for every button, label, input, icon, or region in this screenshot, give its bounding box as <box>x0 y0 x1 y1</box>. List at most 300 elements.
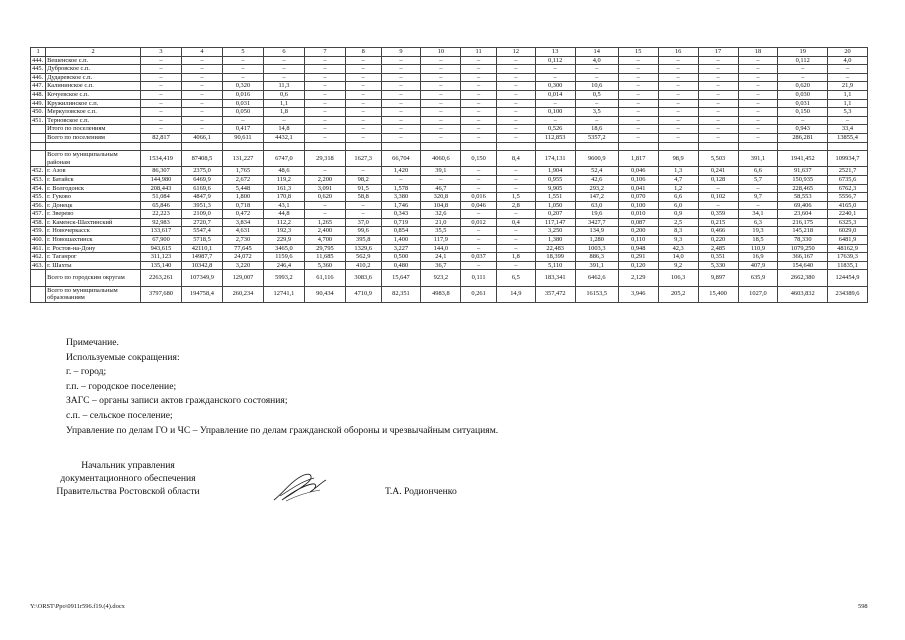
table-cell: 6029,0 <box>828 227 868 236</box>
table-cell: 87408,5 <box>181 151 222 167</box>
table-cell: 1,904 <box>535 167 575 176</box>
table-cell: 458. <box>31 218 46 227</box>
table-cell: – <box>461 90 497 99</box>
table-cell: г. Новочеркасск <box>46 227 141 236</box>
table-cell: – <box>263 116 304 125</box>
table-cell: – <box>738 133 778 142</box>
table-cell: 1,2 <box>658 184 698 193</box>
table-cell: 6469,9 <box>181 175 222 184</box>
table-cell: 0,620 <box>778 82 828 91</box>
table-cell: Дударевское с.п. <box>46 73 141 82</box>
table-cell: 46,7 <box>421 184 461 193</box>
table-cell: – <box>304 82 345 91</box>
table-cell: 194758,4 <box>181 286 222 302</box>
table-cell: 366,167 <box>778 253 828 262</box>
table-cell: 1,817 <box>618 151 658 167</box>
table-cell: – <box>181 65 222 74</box>
table-cell: 90,434 <box>304 286 345 302</box>
table-cell: 0,012 <box>461 218 497 227</box>
table-cell: 0,620 <box>304 193 345 202</box>
table-cell: 0,320 <box>222 82 263 91</box>
table-cell: 1,420 <box>381 167 421 176</box>
table-row <box>31 253 868 262</box>
table-cell: 1,1 <box>828 90 868 99</box>
table-cell: 0,050 <box>222 108 263 117</box>
table-cell: – <box>141 65 182 74</box>
table-cell: – <box>345 56 381 65</box>
table-cell <box>46 142 141 151</box>
table-cell: – <box>618 108 658 117</box>
table-cell: – <box>461 236 497 245</box>
table-cell: 9,2 <box>658 261 698 270</box>
table-cell: 357,472 <box>535 286 575 302</box>
table-cell: – <box>141 125 182 134</box>
table-cell: 5,110 <box>535 261 575 270</box>
table-cell: 1,8 <box>496 253 535 262</box>
table-cell: г. Донецк <box>46 201 141 210</box>
table-cell <box>535 142 575 151</box>
table-cell: 2521,7 <box>828 167 868 176</box>
table-row <box>31 151 868 167</box>
table-row <box>31 73 868 82</box>
table-cell: 0,110 <box>618 236 658 245</box>
table-cell: 0,854 <box>381 227 421 236</box>
table-cell: 10,6 <box>575 82 618 91</box>
table-cell: Калининское с.п. <box>46 82 141 91</box>
table-cell: 6325,3 <box>828 218 868 227</box>
table-cell: – <box>181 90 222 99</box>
table-cell: 260,234 <box>222 286 263 302</box>
table-cell: 145,218 <box>778 227 828 236</box>
table-row <box>31 133 868 142</box>
table-cell: 0,719 <box>381 218 421 227</box>
table-cell: 19,6 <box>575 210 618 219</box>
table-header-cell: 20 <box>828 48 868 57</box>
table-cell: 3,220 <box>222 261 263 270</box>
table-cell: 0,417 <box>222 125 263 134</box>
table-cell: 29,795 <box>304 244 345 253</box>
table-cell: – <box>575 99 618 108</box>
table-cell: 11,3 <box>263 82 304 91</box>
table-cell: 5357,2 <box>575 133 618 142</box>
table-cell: 3951,3 <box>181 201 222 210</box>
table-header-cell: 10 <box>421 48 461 57</box>
table-cell: 229,9 <box>263 236 304 245</box>
table-cell: 109934,7 <box>828 151 868 167</box>
table-cell: 391,1 <box>738 151 778 167</box>
table-row <box>31 167 868 176</box>
table-cell: – <box>618 82 658 91</box>
table-cell <box>698 142 738 151</box>
table-cell: 117,147 <box>535 218 575 227</box>
table-cell: 91,637 <box>778 167 828 176</box>
table-cell: – <box>496 167 535 176</box>
table-cell: 161,3 <box>263 184 304 193</box>
notes-line: г.п. – городское поселение; <box>66 380 177 392</box>
table-cell: 91,5 <box>345 184 381 193</box>
table-cell: 6,6 <box>658 193 698 202</box>
table-cell: – <box>461 125 497 134</box>
table-cell: – <box>738 99 778 108</box>
table-row <box>31 193 868 202</box>
table-cell: – <box>496 261 535 270</box>
table-cell: 0,6 <box>263 90 304 99</box>
table-cell: 98,2 <box>345 175 381 184</box>
table-cell: 21,0 <box>421 218 461 227</box>
table-cell: 22,483 <box>535 244 575 253</box>
table-cell: – <box>304 65 345 74</box>
table-cell: 131,227 <box>222 151 263 167</box>
table-cell: 445. <box>31 65 46 74</box>
table-cell: 3,5 <box>575 108 618 117</box>
table-cell: 82,817 <box>141 133 182 142</box>
table-cell: – <box>304 56 345 65</box>
table-cell: 14,0 <box>658 253 698 262</box>
table-cell: 1941,452 <box>778 151 828 167</box>
table-cell: 0,031 <box>778 99 828 108</box>
table-cell <box>181 142 222 151</box>
table-cell: – <box>618 116 658 125</box>
table-cell: 8,3 <box>658 227 698 236</box>
table-cell: 22,223 <box>141 210 182 219</box>
table-cell: – <box>421 133 461 142</box>
table-cell: 106,3 <box>658 270 698 286</box>
table-cell: – <box>698 82 738 91</box>
table-cell: – <box>345 201 381 210</box>
table-cell: – <box>828 73 868 82</box>
table-cell: 3,380 <box>381 193 421 202</box>
table-cell: – <box>618 65 658 74</box>
table-header-cell: 12 <box>496 48 535 57</box>
table-cell: 0,500 <box>381 253 421 262</box>
table-cell: 16,9 <box>738 253 778 262</box>
table-cell: 0,070 <box>618 193 658 202</box>
table-header-cell: 3 <box>141 48 182 57</box>
table-cell: – <box>381 56 421 65</box>
table-cell: 11835,1 <box>828 261 868 270</box>
table-cell: – <box>181 82 222 91</box>
table-cell <box>828 142 868 151</box>
table-cell: – <box>658 125 698 134</box>
table-cell: 144,980 <box>141 175 182 184</box>
table-cell: – <box>618 73 658 82</box>
table-cell: 286,281 <box>778 133 828 142</box>
table-cell: 16153,5 <box>575 286 618 302</box>
table-cell: – <box>461 133 497 142</box>
table-cell: 4983,8 <box>421 286 461 302</box>
table-cell: – <box>461 99 497 108</box>
table-cell: 35,5 <box>421 227 461 236</box>
table-cell: – <box>421 108 461 117</box>
table-cell: 2,200 <box>304 175 345 184</box>
table-cell <box>496 142 535 151</box>
table-cell: – <box>345 73 381 82</box>
table-row <box>31 125 868 134</box>
table-cell: – <box>421 73 461 82</box>
table-cell: 0,261 <box>461 286 497 302</box>
table-cell: 3,227 <box>381 244 421 253</box>
table-cell: 4060,6 <box>421 151 461 167</box>
table-cell: – <box>181 73 222 82</box>
table-cell: 5993,2 <box>263 270 304 286</box>
table-cell: 14,8 <box>263 125 304 134</box>
signature-title <box>44 460 212 498</box>
table-cell: 117,9 <box>421 236 461 245</box>
table-cell: – <box>828 116 868 125</box>
table-cell: 86,307 <box>141 167 182 176</box>
table-cell: – <box>658 73 698 82</box>
table-cell: – <box>738 116 778 125</box>
table-cell: 2263,261 <box>141 270 182 286</box>
table-cell: 2109,0 <box>181 210 222 219</box>
table-cell <box>778 142 828 151</box>
table-cell: – <box>141 99 182 108</box>
table-cell: 18,399 <box>535 253 575 262</box>
table-cell: – <box>304 167 345 176</box>
table-cell: 0,4 <box>496 218 535 227</box>
table-cell: 0,100 <box>618 201 658 210</box>
table-cell: – <box>421 99 461 108</box>
table-cell: – <box>381 73 421 82</box>
table-cell: 154,640 <box>778 261 828 270</box>
table-cell: 0,014 <box>535 90 575 99</box>
table-row <box>31 201 868 210</box>
notes-block <box>66 336 498 438</box>
table-cell: 1,800 <box>222 193 263 202</box>
table-cell: 0,112 <box>535 56 575 65</box>
table-cell <box>618 142 658 151</box>
table-cell: 886,3 <box>575 253 618 262</box>
table-cell: 1329,6 <box>345 244 381 253</box>
table-cell: – <box>496 99 535 108</box>
table-cell: Всего по муниципальным образованиям <box>46 286 141 302</box>
table-cell: – <box>658 108 698 117</box>
table-cell: 37,0 <box>345 218 381 227</box>
table-cell: – <box>575 65 618 74</box>
table-cell <box>381 142 421 151</box>
table-cell: 44,8 <box>263 210 304 219</box>
table-cell: – <box>496 73 535 82</box>
table-cell: – <box>496 184 535 193</box>
table-cell: 52,4 <box>575 167 618 176</box>
table-cell: 34,1 <box>738 210 778 219</box>
table-cell: 5,3 <box>828 108 868 117</box>
table-cell: г. Новошахтинск <box>46 236 141 245</box>
notes-line: Управление по делам ГО и ЧС – Управление по делам гражданской обороны и чрезвычайным ситуациям. <box>66 424 499 436</box>
table-cell: 0,150 <box>778 108 828 117</box>
table-cell: 452. <box>31 167 46 176</box>
table-cell: – <box>304 108 345 117</box>
table-cell: 0,030 <box>778 90 828 99</box>
table-cell <box>31 286 46 302</box>
table-cell: – <box>618 99 658 108</box>
table-cell: 77,645 <box>222 244 263 253</box>
table-cell: Терновское с.п. <box>46 116 141 125</box>
table-cell: 5,448 <box>222 184 263 193</box>
table-cell: 12741,1 <box>263 286 304 302</box>
table-cell: 0,343 <box>381 210 421 219</box>
table-row <box>31 210 868 219</box>
table-cell: 2,129 <box>618 270 658 286</box>
table-cell: – <box>181 116 222 125</box>
table-cell: – <box>222 65 263 74</box>
table-cell: г. Волгодонск <box>46 184 141 193</box>
table-cell: 2,730 <box>222 236 263 245</box>
table-cell: 129,007 <box>222 270 263 286</box>
table-cell: – <box>381 90 421 99</box>
table-cell: – <box>738 90 778 99</box>
table-cell: 15,400 <box>698 286 738 302</box>
table-cell: г. Каменск-Шахтинский <box>46 218 141 227</box>
table-cell: 0,041 <box>618 184 658 193</box>
table-row <box>31 108 868 117</box>
table-cell: 11,685 <box>304 253 345 262</box>
table-row <box>31 218 868 227</box>
table-cell: – <box>575 116 618 125</box>
table-cell: 0,112 <box>778 56 828 65</box>
table-cell: 0,9 <box>658 210 698 219</box>
table-cell: – <box>461 167 497 176</box>
table-row <box>31 236 868 245</box>
table-cell: 293,2 <box>575 184 618 193</box>
table-cell: 410,2 <box>345 261 381 270</box>
table-cell: 1,3 <box>658 167 698 176</box>
table-cell: – <box>738 82 778 91</box>
table-cell: 459. <box>31 227 46 236</box>
table-cell: 23,604 <box>778 210 828 219</box>
table-header-cell: 2 <box>46 48 141 57</box>
table-cell: 1,1 <box>828 99 868 108</box>
table-cell: 0,150 <box>461 151 497 167</box>
table-cell: 1,050 <box>535 201 575 210</box>
table-cell: – <box>345 82 381 91</box>
table-cell: 391,1 <box>575 261 618 270</box>
table-cell: 42,3 <box>658 244 698 253</box>
table-cell: 1,380 <box>535 236 575 245</box>
table-cell: – <box>141 108 182 117</box>
table-cell: – <box>496 244 535 253</box>
table-cell: 99,6 <box>345 227 381 236</box>
table-cell: – <box>738 65 778 74</box>
table-cell: 135,140 <box>141 261 182 270</box>
table-cell: – <box>345 99 381 108</box>
table-cell <box>141 142 182 151</box>
table-cell: 0,016 <box>222 90 263 99</box>
table-cell: – <box>698 65 738 74</box>
table-cell: – <box>222 56 263 65</box>
table-cell: 205,2 <box>658 286 698 302</box>
table-cell: 3,946 <box>618 286 658 302</box>
table-cell <box>421 142 461 151</box>
table-cell: 0,215 <box>698 218 738 227</box>
table-cell: – <box>304 125 345 134</box>
table-cell: – <box>381 108 421 117</box>
table-cell: 5547,4 <box>181 227 222 236</box>
table-cell: 3427,7 <box>575 218 618 227</box>
table-cell: 183,341 <box>535 270 575 286</box>
table-cell: – <box>496 125 535 134</box>
table-cell: Дубровское с.п. <box>46 65 141 74</box>
table-cell: 6,5 <box>496 270 535 286</box>
table-header-cell: 8 <box>345 48 381 57</box>
table-cell: 4432,1 <box>263 133 304 142</box>
table-cell: 78,330 <box>778 236 828 245</box>
table-cell: – <box>421 116 461 125</box>
data-table <box>30 47 868 303</box>
table-cell: 1079,250 <box>778 244 828 253</box>
table-cell <box>738 142 778 151</box>
table-cell: – <box>698 73 738 82</box>
table-cell: 58,553 <box>778 193 828 202</box>
table-cell: 4,7 <box>658 175 698 184</box>
table-cell: 0,031 <box>222 99 263 108</box>
table-cell: – <box>496 175 535 184</box>
table-cell: – <box>345 65 381 74</box>
table-cell: 2375,0 <box>181 167 222 176</box>
table-cell: 5556,7 <box>828 193 868 202</box>
table-cell: 0,128 <box>698 175 738 184</box>
table-cell: – <box>345 108 381 117</box>
table-header-cell: 19 <box>778 48 828 57</box>
table-cell: – <box>738 201 778 210</box>
table-cell: 9600,9 <box>575 151 618 167</box>
table-cell: 6735,6 <box>828 175 868 184</box>
table-cell: 2240,1 <box>828 210 868 219</box>
table-cell: 18,6 <box>575 125 618 134</box>
table-cell: – <box>496 236 535 245</box>
table-cell: – <box>461 210 497 219</box>
table-cell: – <box>304 90 345 99</box>
table-cell: – <box>381 133 421 142</box>
page-number: 598 <box>858 603 868 610</box>
table-cell: – <box>461 108 497 117</box>
table-cell: – <box>698 201 738 210</box>
table-cell: Вешенское с.п. <box>46 56 141 65</box>
table-cell: 21,9 <box>828 82 868 91</box>
table-cell: 0,016 <box>461 193 497 202</box>
table-cell: 6,0 <box>658 201 698 210</box>
table-cell: 453. <box>31 175 46 184</box>
table-cell: 147,2 <box>575 193 618 202</box>
table-cell: 24,072 <box>222 253 263 262</box>
table-cell: 1,265 <box>304 218 345 227</box>
table-row <box>31 82 868 91</box>
table-cell: – <box>345 116 381 125</box>
table-header-cell: 7 <box>304 48 345 57</box>
table-cell: – <box>698 184 738 193</box>
table-cell: 92,983 <box>141 218 182 227</box>
table-header-cell: 5 <box>222 48 263 57</box>
table-cell: – <box>778 116 828 125</box>
table-cell: г. Батайск <box>46 175 141 184</box>
table-cell: г. Азов <box>46 167 141 176</box>
table-cell <box>304 142 345 151</box>
table-cell: 1159,6 <box>263 253 304 262</box>
table-cell: г. Гуково <box>46 193 141 202</box>
table-cell: 67,900 <box>141 236 182 245</box>
table-cell: 444. <box>31 56 46 65</box>
table-cell: 2,485 <box>698 244 738 253</box>
signatory-name: Т.А. Родионченко <box>385 486 457 497</box>
table-cell: 0,046 <box>461 201 497 210</box>
table-cell: – <box>618 90 658 99</box>
table-cell: 5718,5 <box>181 236 222 245</box>
notes-line: с.п. – сельское поселение; <box>66 409 173 421</box>
table-cell: 3465,0 <box>263 244 304 253</box>
table-cell: 450. <box>31 108 46 117</box>
table-cell: – <box>181 108 222 117</box>
table-cell: 9,897 <box>698 270 738 286</box>
